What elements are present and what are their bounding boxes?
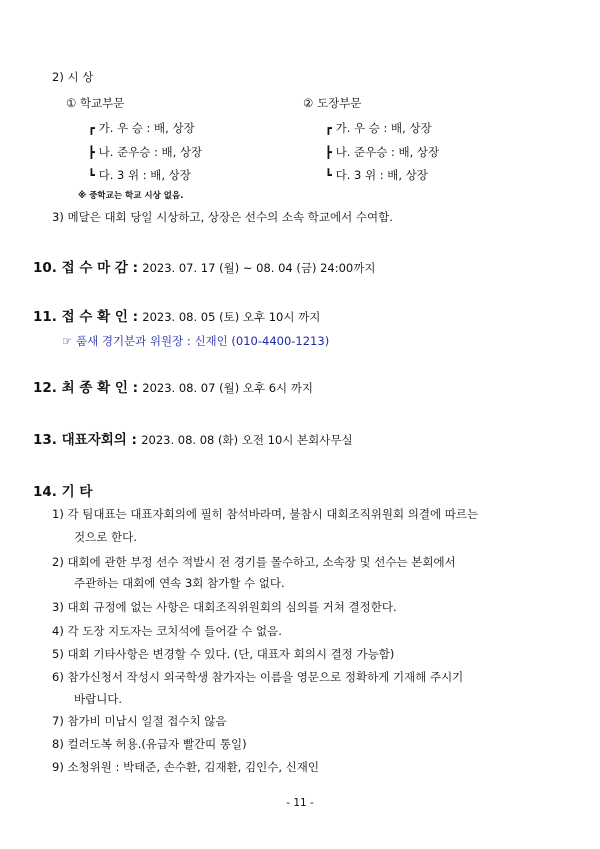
misc-item: 1) 각 팀대표는 대표자회의에 필히 참석바라며, 불참시 대회조직위원회 의결에 따르는 (52, 507, 479, 521)
misc-item: 8) 컬러도복 허용.(유급자 빨간띠 통일) (52, 737, 247, 751)
misc-item: 6) 참가신청서 작성시 외국학생 참가자는 이름을 영문으로 정확하게 기재해 주시기 (52, 670, 464, 684)
misc-item: 5) 대회 기타사항은 변경할 수 있다. (단, 대표자 회의시 결정 가능함) (52, 647, 395, 661)
misc-item-continued: 주관하는 대회에 연속 3회 참가할 수 없다. (74, 576, 285, 590)
section-13-row (33, 432, 353, 448)
section-10-row (33, 260, 375, 276)
dojang-award-row: ┣ 나. 준우승 : 배, 상장 (325, 145, 440, 159)
middle-school-note: ※ 중학교는 학교 시상 없음. (78, 191, 184, 201)
section-13-value: 2023. 08. 08 (화) 오전 10시 본회사무실 (141, 433, 353, 447)
misc-item: 4) 각 도장 지도자는 코치석에 들어갈 수 없음. (52, 624, 282, 638)
section-10-value: 2023. 07. 17 (월) ~ 08. 04 (금) 24:00까지 (142, 261, 376, 275)
school-section-title: ① 학교부문 (66, 96, 125, 110)
misc-item: 7) 참가비 미납시 일절 접수치 않음 (52, 714, 227, 728)
section-11-row (33, 309, 320, 325)
dojang-award-row: ┗ 다. 3 위 : 배, 상장 (325, 168, 428, 182)
section-10-label: 10. 접 수 마 감 : (33, 260, 138, 276)
school-award-row: ┏ 가. 우 승 : 배, 상장 (88, 121, 195, 135)
page-number: - 11 - (286, 797, 314, 809)
medal-note: 3) 메달은 대회 당일 시상하고, 상장은 선수의 소속 학교에서 수여함. (52, 210, 393, 224)
dojang-section-title: ② 도장부문 (303, 96, 362, 110)
misc-item-continued: 것으로 한다. (74, 530, 137, 544)
section-14-label: 14. 기 타 (33, 484, 93, 500)
misc-item: 9) 소청위원 : 박태준, 손수환, 김재환, 김인수, 신재인 (52, 760, 319, 774)
awards-heading: 2) 시 상 (52, 70, 94, 84)
section-13-label: 13. 대표자회의 : (33, 432, 137, 448)
section-12-value: 2023. 08. 07 (월) 오후 6시 까지 (142, 381, 314, 395)
section-12-row (33, 380, 313, 396)
misc-item-continued: 바랍니다. (74, 692, 123, 706)
misc-item: 2) 대회에 관한 부정 선수 적발시 전 경기를 몰수하고, 소속장 및 선수는 본회에서 (52, 555, 456, 569)
school-award-row: ┗ 다. 3 위 : 배, 상장 (88, 168, 191, 182)
misc-item: 3) 대회 규정에 없는 사항은 대회조직위원회의 심의를 거쳐 결정한다. (52, 600, 397, 614)
dojang-award-row: ┏ 가. 우 승 : 배, 상장 (325, 121, 432, 135)
section-12-label: 12. 최 종 확 인 : (33, 380, 138, 396)
section-14-heading (33, 484, 92, 500)
school-award-row: ┣ 나. 준우승 : 배, 상장 (88, 145, 203, 159)
section-11-label: 11. 접 수 확 인 : (33, 309, 138, 325)
contact-line: ☞ 품새 경기분과 위원장 : 신재인 (010-4400-1213) (62, 334, 330, 348)
section-11-value: 2023. 08. 05 (토) 오후 10시 까지 (142, 310, 321, 324)
